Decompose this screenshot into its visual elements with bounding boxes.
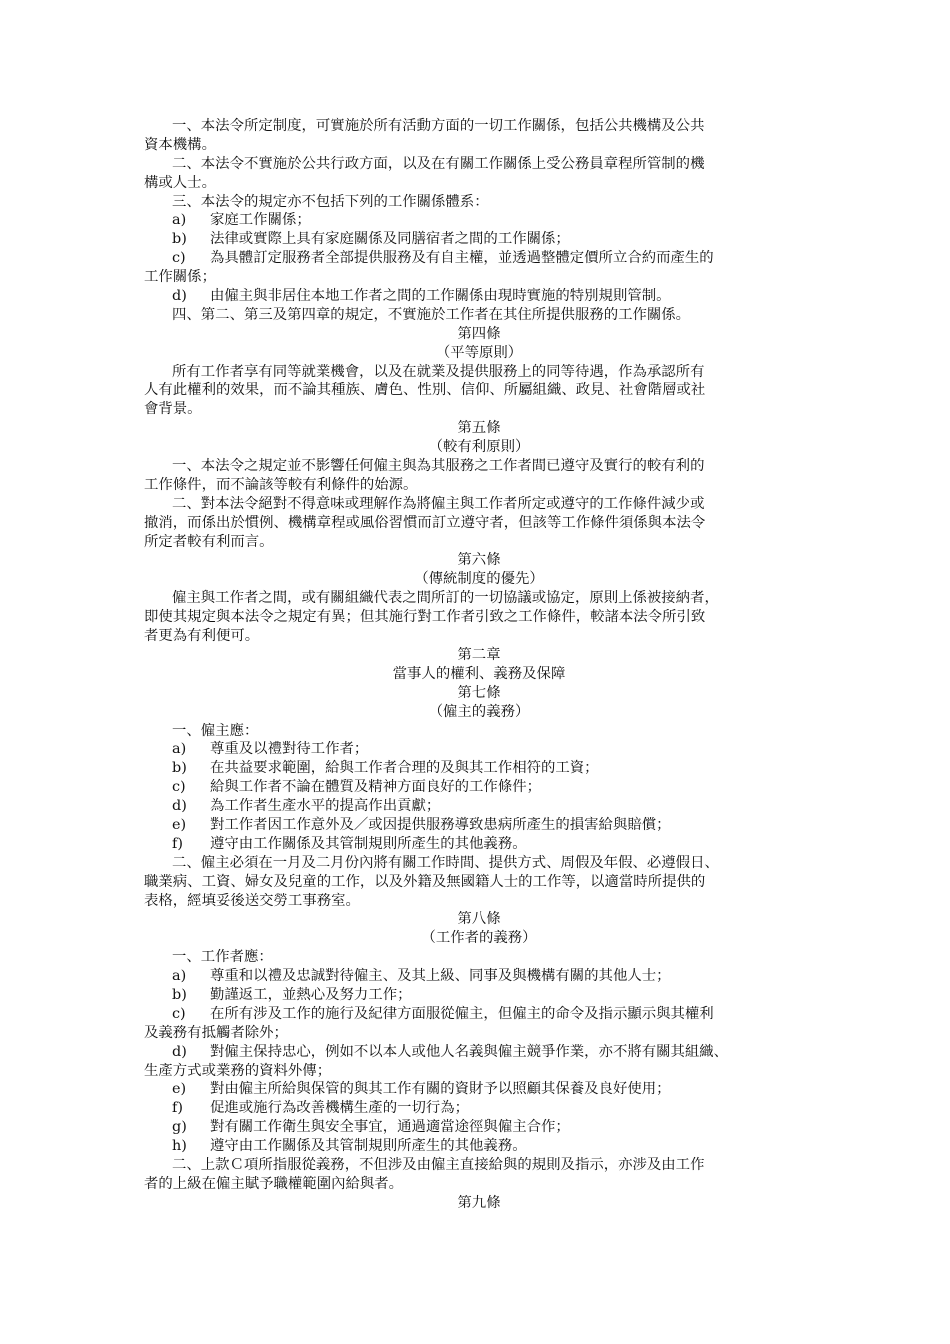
line-text: 第九條 xyxy=(457,1194,501,1211)
list-item-marker: a) xyxy=(172,968,187,985)
list-item-line xyxy=(144,740,814,759)
line-text: 第八條 xyxy=(457,911,501,928)
list-item-marker: e) xyxy=(172,816,187,833)
line-text: 所定者較有利而言。 xyxy=(144,533,274,550)
heading-line xyxy=(144,344,814,363)
line-text: 當事人的權利、義務及保障 xyxy=(392,665,566,682)
list-item-marker: f) xyxy=(172,1100,183,1117)
continuation-line xyxy=(144,873,814,892)
line-text: 撤消，而係出於慣例、機構章程或風俗習慣而訂立遵守者，但該等工作條件須係與本法令 xyxy=(144,514,706,531)
continuation-line xyxy=(144,892,814,911)
line-text: 第五條 xyxy=(457,420,501,437)
line-text: 第四條 xyxy=(457,325,501,342)
list-item-marker: b) xyxy=(172,986,187,1003)
list-item-marker: d) xyxy=(172,798,187,815)
continuation-line xyxy=(144,174,814,193)
heading-line xyxy=(144,551,814,570)
line-text: 在共益要求範圍，給與工作者合理的及與其工作相符的工資； xyxy=(210,760,599,777)
continuation-line xyxy=(144,381,814,400)
list-item-line xyxy=(144,211,814,230)
line-text: 者的上級在僱主賦予職權範圍內給與者。 xyxy=(144,1175,404,1192)
list-item-line xyxy=(144,835,814,854)
line-text: 構或人士。 xyxy=(144,174,216,191)
line-text: 法律或實際上具有家庭關係及同膳宿者之間的工作關係； xyxy=(210,231,570,248)
line-text: 一、本法令之規定並不影響任何僱主與為其服務之工作者間已遵守及實行的較有利的 xyxy=(172,458,705,475)
list-item-marker: a) xyxy=(172,212,187,229)
list-item-line xyxy=(144,1043,814,1062)
list-item-line xyxy=(144,1080,814,1099)
heading-line xyxy=(144,910,814,929)
list-item-line xyxy=(144,986,814,1005)
line-text: 給與工作者不論在體質及精神方面良好的工作條件； xyxy=(210,779,541,796)
list-item-marker: c) xyxy=(172,779,186,796)
line-text: 二、對本法令絕對不得意味或理解作為將僱主與工作者所定或遵守的工作條件減少或 xyxy=(172,495,705,512)
line-text: 四、第二、第三及第四章的規定，不實施於工作者在其住所提供服務的工作關係。 xyxy=(172,306,691,323)
line-text: 三、本法令的規定亦不包括下列的工作關係體系： xyxy=(172,193,489,210)
paragraph-line xyxy=(144,854,814,873)
line-text: 促進或施行為改善機構生產的一切行為； xyxy=(210,1100,470,1117)
paragraph-line xyxy=(144,1156,814,1175)
list-item-line xyxy=(144,778,814,797)
continuation-line xyxy=(144,1062,814,1081)
list-item-marker: f) xyxy=(172,835,183,852)
paragraph-line xyxy=(144,589,814,608)
continuation-line xyxy=(144,608,814,627)
line-text: （較有利原則） xyxy=(428,439,530,456)
list-item-line xyxy=(144,967,814,986)
continuation-line xyxy=(144,1175,814,1194)
line-text: 尊重和以禮及忠誠對待僱主、及其上級、同事及與機構有關的其他人士； xyxy=(210,968,671,985)
line-text: 生產方式或業務的資料外傳； xyxy=(144,1062,332,1079)
list-item-line xyxy=(144,816,814,835)
line-text: 一、工作者應： xyxy=(172,949,273,966)
heading-line xyxy=(144,665,814,684)
line-text: 會背景。 xyxy=(144,401,202,418)
line-text: 二、上款Ｃ項所指服從義務，不但涉及由僱主直接給與的規則及指示，亦涉及由工作 xyxy=(172,1156,705,1173)
line-text: 即使其規定與本法令之規定有異；但其施行對工作者引致之工作條件，較諸本法令所引致 xyxy=(144,609,706,626)
line-text: 資本機構。 xyxy=(144,136,216,153)
list-item-marker: h) xyxy=(172,1138,187,1155)
heading-line xyxy=(144,1194,814,1213)
paragraph-line xyxy=(144,722,814,741)
heading-line xyxy=(144,570,814,589)
line-text: 所有工作者享有同等就業機會，以及在就業及提供服務上的同等待遇，作為承認所有 xyxy=(172,363,705,380)
heading-line xyxy=(144,703,814,722)
line-text: 二、本法令不實施於公共行政方面，以及在有關工作關係上受公務員章程所管制的機 xyxy=(172,155,705,172)
line-text: 勤謹返工，並熱心及努力工作； xyxy=(210,986,412,1003)
line-text: 對僱主保持忠心，例如不以本人或他人名義與僱主競爭作業，亦不將有關其組織、 xyxy=(210,1043,729,1060)
line-text: 為具體訂定服務者全部提供服務及有自主權，並透過整體定價所立合約而產生的 xyxy=(210,250,714,267)
list-item-marker: d) xyxy=(172,288,187,305)
list-item-marker: b) xyxy=(172,760,187,777)
line-text: 表格，經填妥後送交勞工事務室。 xyxy=(144,892,360,909)
line-text: 人有此權利的效果，而不論其種族、膚色、性別、信仰、所屬組織、政見、社會階層或社 xyxy=(144,382,706,399)
document-page xyxy=(144,117,814,1213)
line-text: 工作條件，而不論該等較有利條件的始源。 xyxy=(144,476,418,493)
line-text: （傳統制度的優先） xyxy=(414,571,544,588)
line-text: 僱主與工作者之間，或有關組織代表之間所訂的一切協議或協定，原則上係被接納者， xyxy=(172,590,719,607)
line-text: （平等原則） xyxy=(435,344,523,361)
line-text: 對工作者因工作意外及／或因提供服務導致患病所產生的損害給與賠償； xyxy=(210,816,671,833)
line-text: 職業病、工資、婦女及兒童的工作，以及外籍及無國籍人士的工作等，以適當時所提供的 xyxy=(144,873,706,890)
line-text: 在所有涉及工作的施行及紀律方面服從僱主，但僱主的命令及指示顯示與其權利 xyxy=(210,1005,714,1022)
line-text: 對有關工作衛生與安全事宜，通過適當途徑與僱主合作； xyxy=(210,1119,570,1136)
line-text: 第七條 xyxy=(457,684,501,701)
list-item-marker: g) xyxy=(172,1119,187,1136)
line-text: 第六條 xyxy=(457,552,501,569)
continuation-line xyxy=(144,400,814,419)
continuation-line xyxy=(144,1024,814,1043)
line-text: 由僱主與非居住本地工作者之間的工作關係由現時實施的特別規則管制。 xyxy=(210,288,671,305)
heading-line xyxy=(144,438,814,457)
list-item-line xyxy=(144,1137,814,1156)
continuation-line xyxy=(144,136,814,155)
list-item-marker: b) xyxy=(172,231,187,248)
paragraph-line xyxy=(144,948,814,967)
line-text: 二、僱主必須在一月及二月份內將有關工作時間、提供方式、周假及年假、必遵假日、 xyxy=(172,854,719,871)
continuation-line xyxy=(144,627,814,646)
list-item-line xyxy=(144,249,814,268)
paragraph-line xyxy=(144,306,814,325)
heading-line xyxy=(144,646,814,665)
list-item-marker: a) xyxy=(172,741,187,758)
list-item-line xyxy=(144,1005,814,1024)
paragraph-line xyxy=(144,193,814,212)
heading-line xyxy=(144,929,814,948)
list-item-line xyxy=(144,230,814,249)
list-item-marker: d) xyxy=(172,1043,187,1060)
paragraph-line xyxy=(144,495,814,514)
continuation-line xyxy=(144,476,814,495)
continuation-line xyxy=(144,533,814,552)
heading-line xyxy=(144,419,814,438)
paragraph-line xyxy=(144,457,814,476)
line-text: （工作者的義務） xyxy=(421,930,537,947)
paragraph-line xyxy=(144,117,814,136)
line-text: 及義務有抵觸者除外； xyxy=(144,1024,288,1041)
line-text: 家庭工作關係； xyxy=(210,212,311,229)
paragraph-line xyxy=(144,363,814,382)
line-text: 為工作者生產水平的提高作出貢獻； xyxy=(210,798,441,815)
list-item-line xyxy=(144,759,814,778)
line-text: 工作關係； xyxy=(144,269,216,286)
line-text: 第二章 xyxy=(457,646,501,663)
heading-line xyxy=(144,684,814,703)
paragraph-line xyxy=(144,155,814,174)
line-text: 一、僱主應： xyxy=(172,722,259,739)
line-text: 遵守由工作關係及其管制規則所產生的其他義務。 xyxy=(210,1138,527,1155)
list-item-line xyxy=(144,1118,814,1137)
heading-line xyxy=(144,325,814,344)
continuation-line xyxy=(144,514,814,533)
list-item-line xyxy=(144,1099,814,1118)
list-item-marker: e) xyxy=(172,1081,187,1098)
line-text: 一、本法令所定制度，可實施於所有活動方面的一切工作關係，包括公共機構及公共 xyxy=(172,118,705,134)
line-text: 者更為有利便可。 xyxy=(144,628,260,645)
list-item-line xyxy=(144,287,814,306)
list-item-line xyxy=(144,797,814,816)
list-item-marker: c) xyxy=(172,250,186,267)
list-item-marker: c) xyxy=(172,1005,186,1022)
line-text: 尊重及以禮對待工作者； xyxy=(210,741,369,758)
line-text: 遵守由工作關係及其管制規則所產生的其他義務。 xyxy=(210,835,527,852)
line-text: （僱主的義務） xyxy=(428,703,530,720)
line-text: 對由僱主所給與保管的與其工作有關的資財予以照顧其保養及良好使用； xyxy=(210,1081,671,1098)
continuation-line xyxy=(144,268,814,287)
